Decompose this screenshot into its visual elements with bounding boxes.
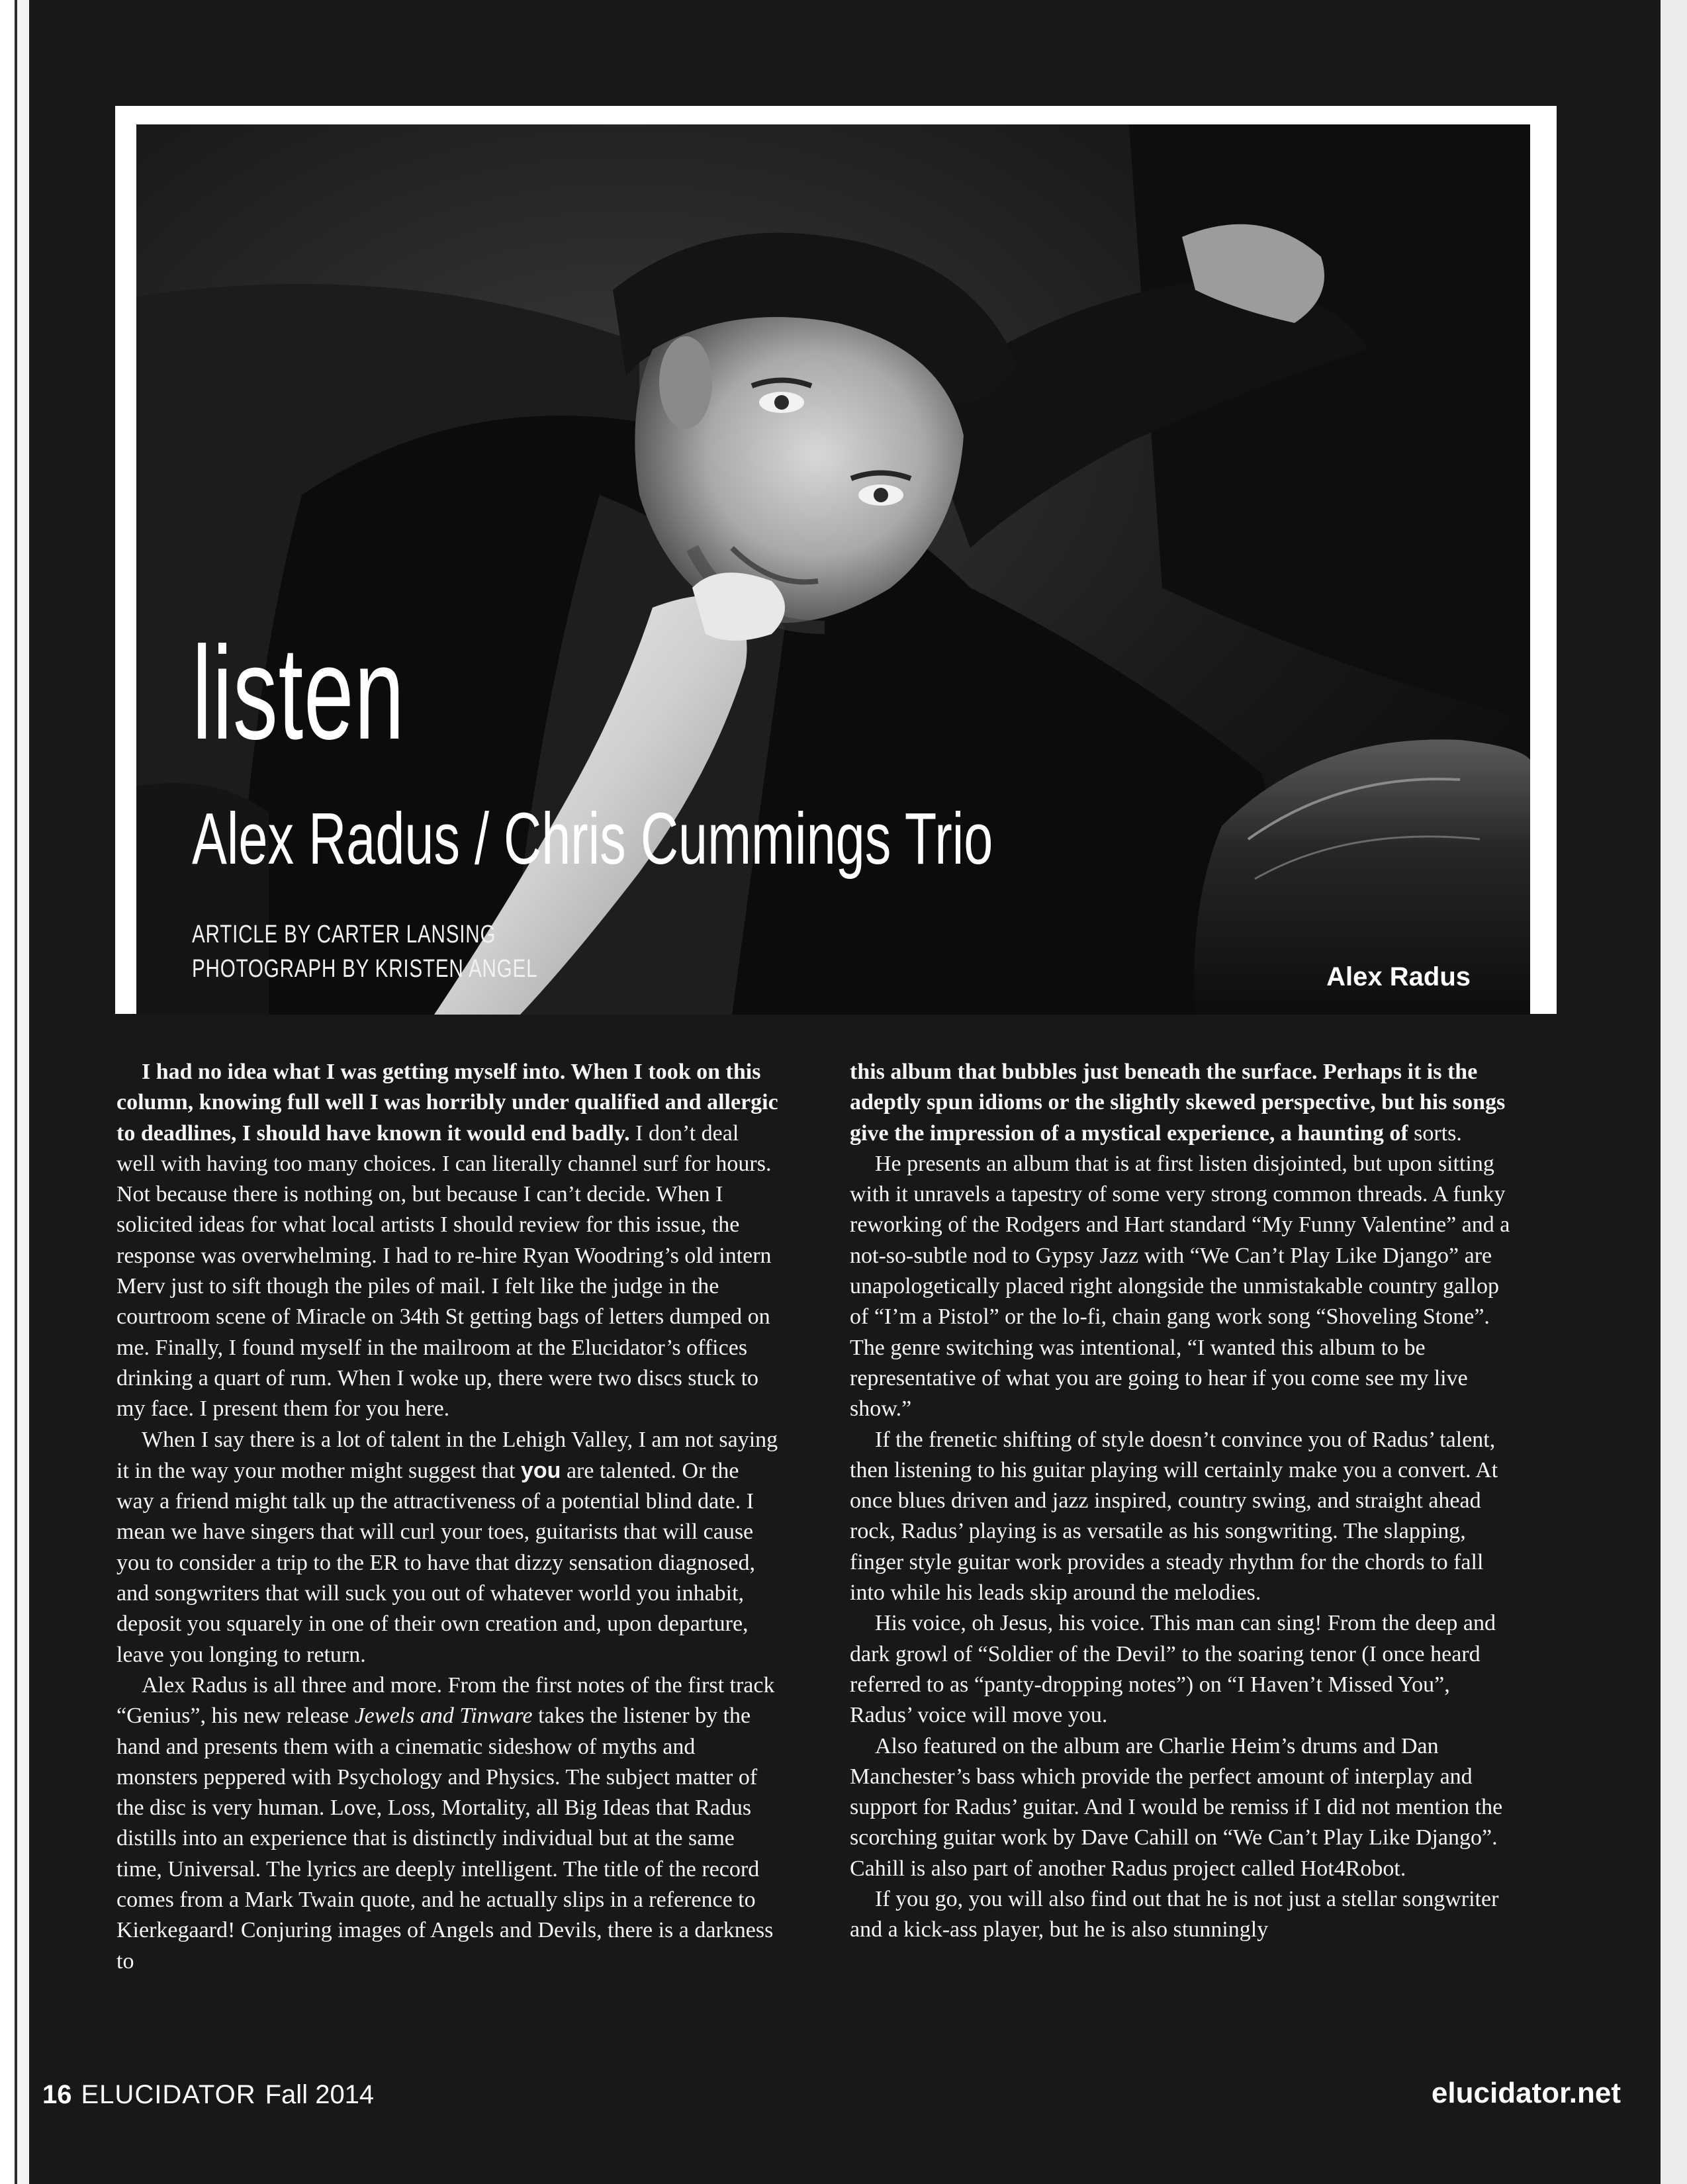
article-paragraph bbox=[116, 1425, 778, 1670]
photo-caption: Alex Radus bbox=[1326, 962, 1471, 991]
article-paragraph: He presents an album that is at first listen disjointed, but upon sitting with it unravels a tapestry of some very strong common threads. A funky reworking of the Rodgers and Hart standard “My Funny Valentine” and a not-so-subtle nod to Gypsy Jazz with “We Can’t Play Like Django” are unapologetically placed right alongside the unmistakable country gallop of “I’m a Pistol” or the lo-fi, chain gang work song “Shoveling Stone”. The genre switching was intentional, “I wanted this album to be representative of what you are going to hear if you come see my live show.” bbox=[850, 1151, 1510, 1422]
page-number: 16 bbox=[42, 2080, 72, 2109]
magazine-name: ELUCIDATOR bbox=[81, 2080, 256, 2109]
article-column-right bbox=[850, 1057, 1512, 1946]
pull-text: this album that bubbles just beneath the surface. Perhaps it is the adeptly spun idioms or the slightly skewed perspective, but his songs give the impression of a mystical experience, a haunting of bbox=[850, 1060, 1506, 1146]
paragraph-text: takes the listener by the hand and presents them with a cinematic sideshow of myths and monsters peppered with Psychology and Physics. The subject matter of the disc is very human. Love, Loss, Mortality, all Big Ideas that Radus distills into an experience that is distinctly individual but at the same time, Universal. The lyrics are deeply intelligent. The title of the record comes from a Mark Twain quote, and he actually slips in a reference to Kierkegaard! Conjuring images of Angels and Devils, there is a darkness to bbox=[116, 1704, 774, 1974]
article-subtitle: Alex Radus / Chris Cummings Trio bbox=[192, 798, 993, 880]
website-url: elucidator.net bbox=[1431, 2077, 1621, 2109]
paragraph-text: When I say there is a lot of talent in the Lehigh Valley, I am not saying it in the way your mother might suggest that bbox=[116, 1427, 778, 1483]
article-paragraph: If the frenetic shifting of style doesn’t convince you of Radus’ talent, then listening to his guitar playing will certainly make you a convert. At once blues driven and jazz inspired, country swing, and straight ahead rock, Radus’ playing is as versatile as his songwriting. The slapping, finger style guitar work provides a steady rhythm for the chords to fall into while his leads skip around the melodies. bbox=[850, 1427, 1498, 1606]
emphasis-text: you bbox=[520, 1457, 561, 1483]
article-paragraph bbox=[850, 1057, 1512, 1149]
page-footer bbox=[42, 2080, 374, 2110]
portrait-illustration bbox=[136, 124, 1530, 1015]
article-paragraph bbox=[116, 1057, 778, 1425]
page-binding-edge bbox=[0, 0, 17, 2184]
paragraph-text: are talented. Or the way a friend might talk up the attractiveness of a potential blind date. I mean we have singers that will curl your toes, guitarists that will cause you to consider a trip to the ER to have that dizzy sensation diagnosed, and songwriters that will suck you out of whatever world you inhabit, deposit you squarely in one of their own creation and, upon departure, leave you longing to return. bbox=[116, 1458, 755, 1667]
article-paragraph: His voice, oh Jesus, his voice. This man can sing! From the deep and dark growl of “Soldier of the Devil” to the soaring tenor (I once heard referred to as “panty-dropping notes”) on “I Haven’t Missed You”, Radus’ voice will move you. bbox=[850, 1611, 1496, 1728]
article-paragraph: Also featured on the album are Charlie Heim’s drums and Dan Manchester’s bass which provide the perfect amount of interplay and support for Radus’ guitar. And I would be remiss if I did not mention the scorching guitar work by Dave Cahill on “We Can’t Play Like Django”. Cahill is also part of another Radus project called Hot4Robot. bbox=[850, 1733, 1503, 1881]
paragraph-text: Alex Radus is all three and more. From the first notes of the first track “Genius”, his new release bbox=[116, 1672, 775, 1729]
article-credit: ARTICLE BY CARTER LANSING bbox=[192, 921, 496, 948]
article-column-left bbox=[116, 1057, 778, 1977]
lead-in-text: I had no idea what I was getting myself into. When I took on this column, knowing full well I was horribly under qualified and allergic to deadlines, I should have known it would end badly. bbox=[116, 1060, 778, 1146]
article-paragraph bbox=[116, 1670, 778, 1977]
paragraph-text: sorts. bbox=[1408, 1120, 1462, 1146]
page-title: listen bbox=[192, 619, 405, 767]
page-margin-edge bbox=[1661, 0, 1687, 2184]
paragraph-text: I don’t deal well with having too many choices. I can literally channel surf for hours. Not because there is nothing on, but because I can’t decide. When I solicited ideas for what local artists I should review for this issue, the response was overwhelming. I had to re-hire Ryan Woodring’s old intern Merv just to sift though the piles of mail. I felt like the judge in the courtroom scene of Miracle on 34th St getting bags of letters dumped on me. Finally, I found myself in the mailroom at the Elucidator’s offices drinking a quart of rum. When I woke up, there were two discs stuck to my face. I present them for you here. bbox=[116, 1120, 772, 1422]
article-paragraph: If you go, you will also find out that he is not just a stellar songwriter and a kick-ass player, but he is also stunningly bbox=[850, 1887, 1499, 1942]
album-title: Jewels and Tinware bbox=[354, 1704, 533, 1729]
issue-label: Fall 2014 bbox=[265, 2080, 375, 2109]
portrait-photo bbox=[136, 124, 1530, 1015]
photo-credit: PHOTOGRAPH BY KRISTEN ANGEL bbox=[192, 955, 538, 983]
